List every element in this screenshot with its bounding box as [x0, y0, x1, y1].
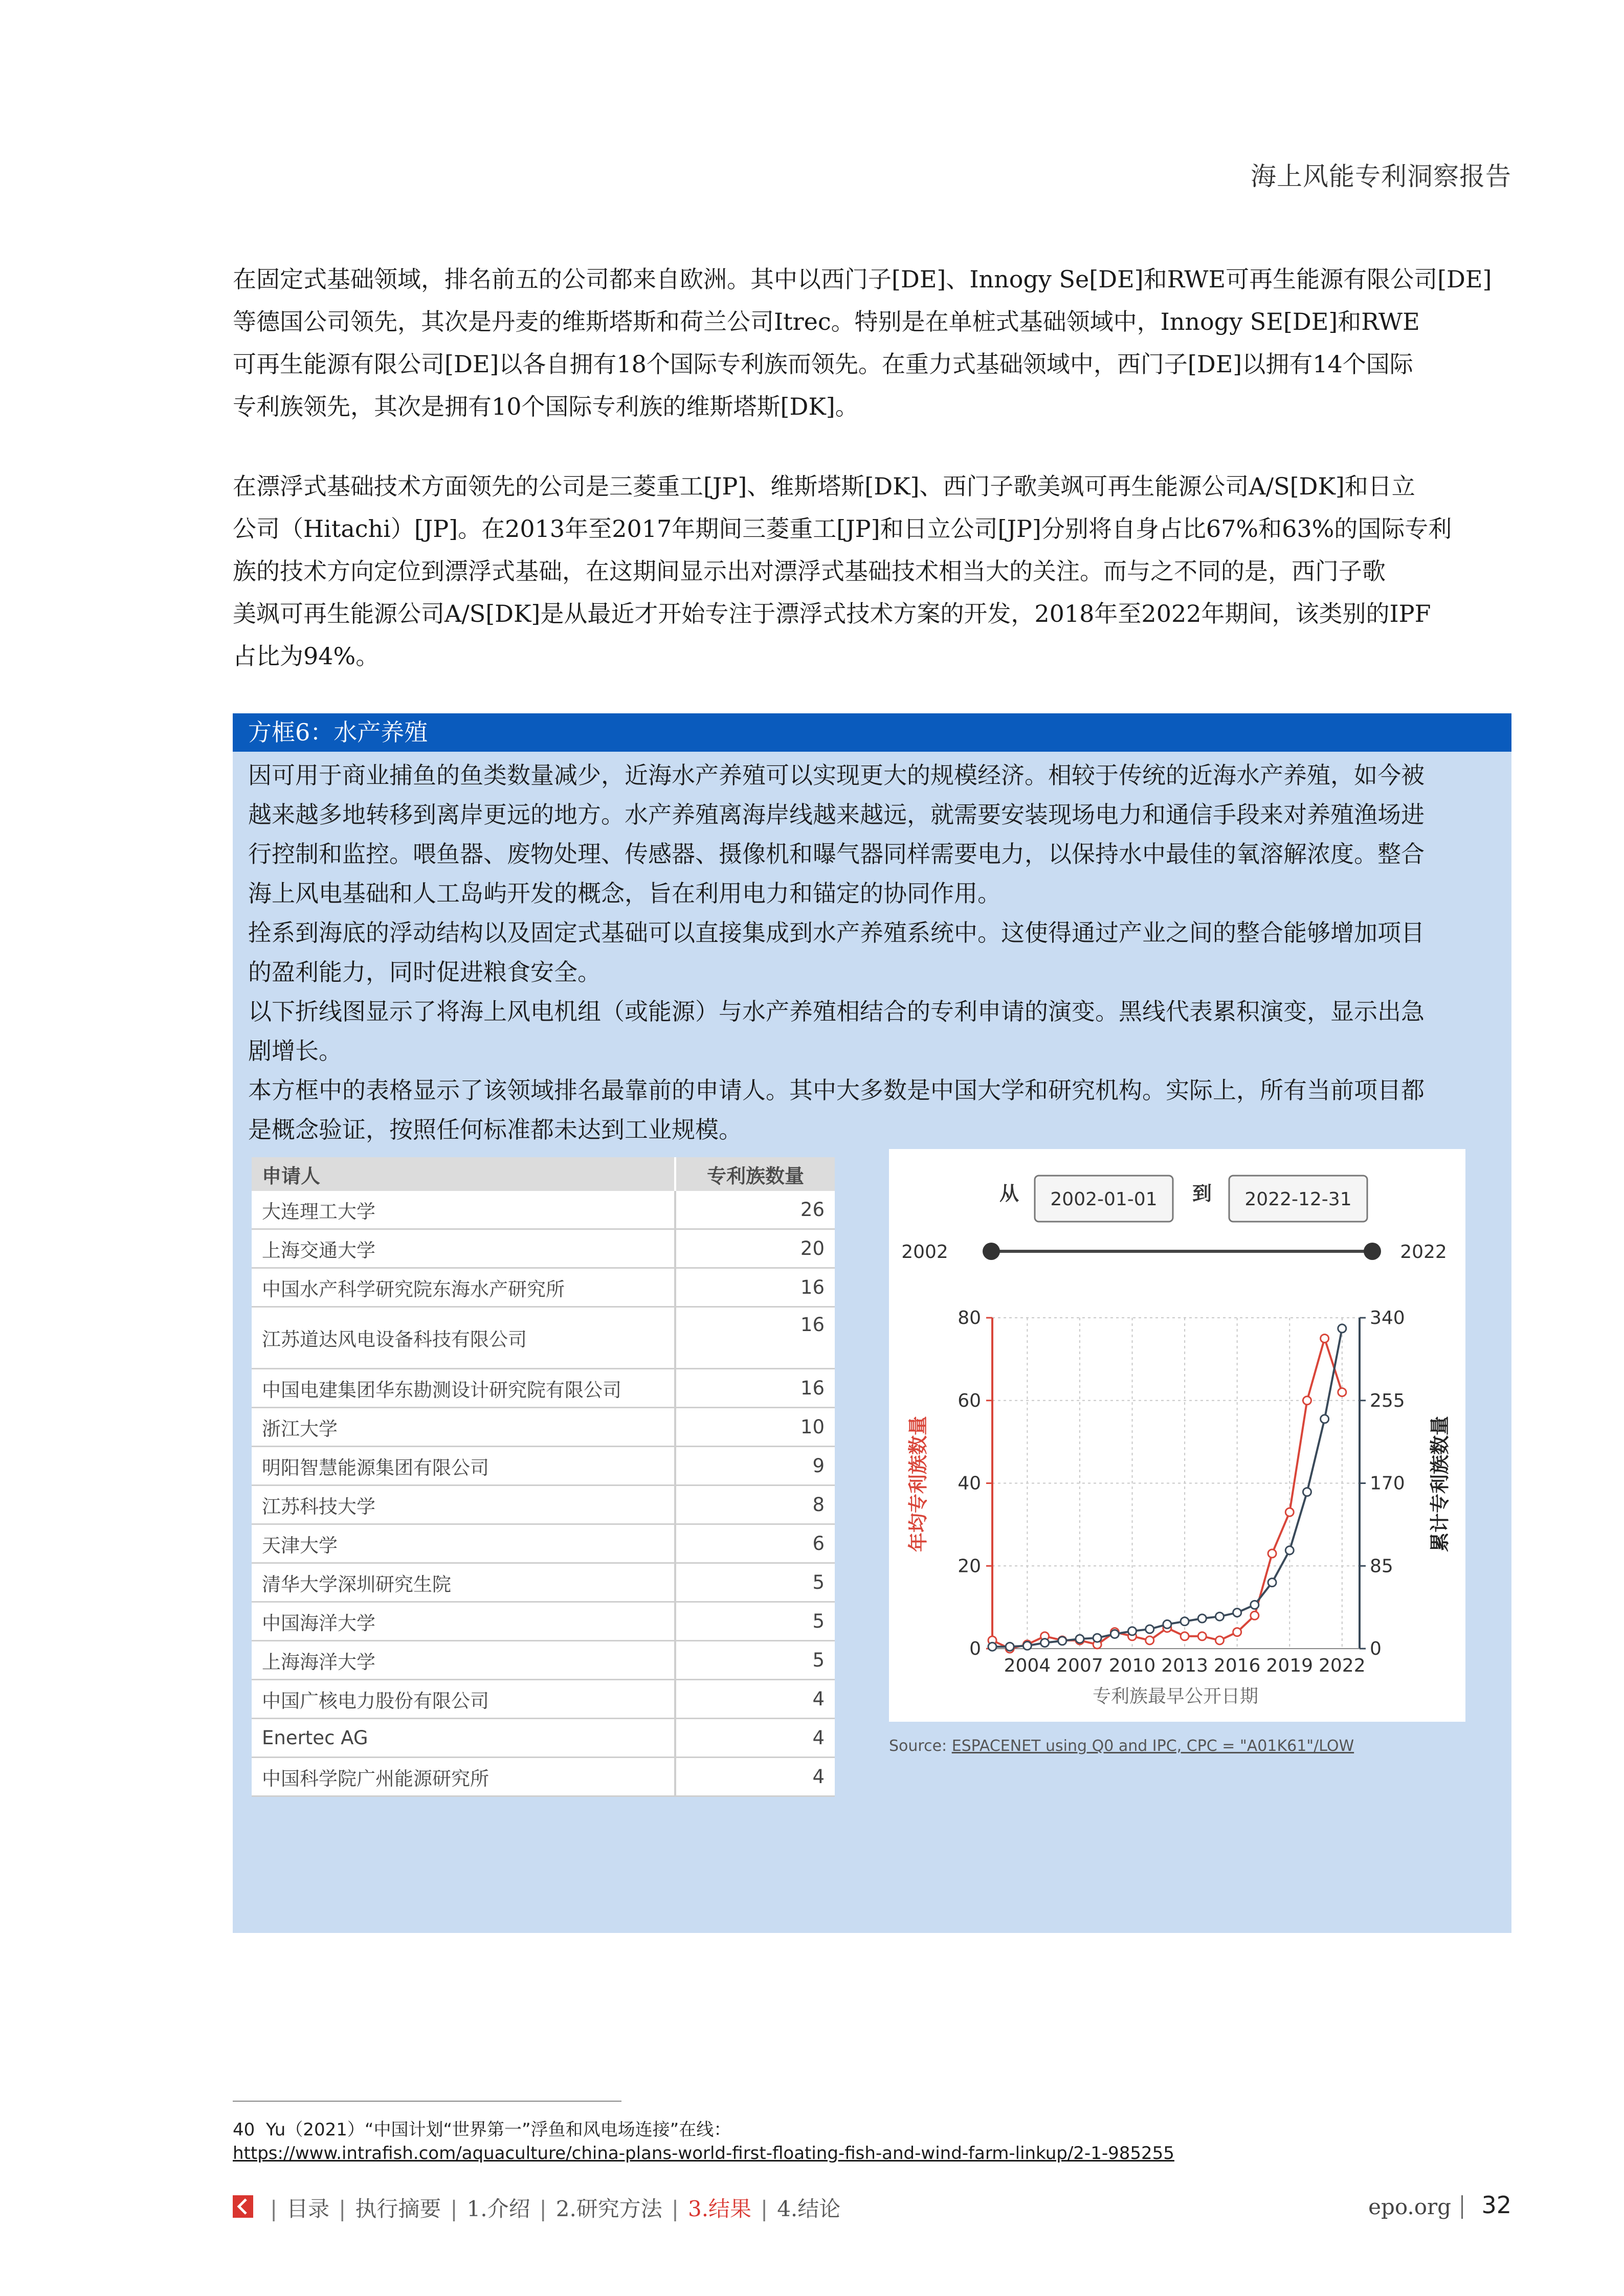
family-count: 6 [812, 1533, 825, 1555]
table-header [252, 1157, 835, 1191]
data-point-1 [1338, 1324, 1346, 1333]
slider-end-label: 2022 [1400, 1242, 1447, 1263]
data-point-1 [1023, 1641, 1031, 1650]
data-point-0 [1198, 1632, 1206, 1640]
family-count: 20 [800, 1237, 825, 1259]
family-count: 16 [800, 1377, 825, 1399]
family-count: 4 [812, 1688, 825, 1710]
applicant-name: 中国广核电力股份有限公司 [252, 1680, 676, 1718]
table-row [252, 1191, 835, 1230]
footer-nav-item[interactable]: 2.研究方法 [555, 2196, 662, 2221]
text-line: 以下折线图显示了将海上风电机组（或能源）与水产养殖相结合的专利申请的演变。黑线代表累积演变，显示出急 [248, 998, 1425, 1025]
chart-source [889, 1737, 1354, 1755]
applicant-name: 中国海洋大学 [252, 1603, 676, 1640]
data-point-1 [1093, 1634, 1101, 1642]
data-point-1 [1006, 1642, 1014, 1651]
text-line: 美飒可再生能源公司A/S[DK]是从最近才开始专注于漂浮式技术方案的开发，2018年至2022年期间，该类别的IPF [233, 600, 1431, 627]
family-count: 5 [812, 1610, 825, 1632]
x-tick-label: 2022 [1318, 1655, 1366, 1676]
data-point-0 [1321, 1334, 1329, 1342]
text-line: 等德国公司领先，其次是丹麦的维斯塔斯和荷兰公司Itrec。特别是在单桩式基础领域中，Innogy SE[DE]和RWE [233, 308, 1420, 335]
footnote-number: 40 [233, 2120, 255, 2140]
footer-divider [1461, 2195, 1463, 2219]
to-label: 到 [1192, 1182, 1212, 1205]
x-tick-label: 2010 [1108, 1655, 1156, 1676]
applicant-table [252, 1157, 835, 1797]
y2-tick-label: 85 [1370, 1556, 1393, 1577]
from-date-value: 2002-01-01 [1050, 1189, 1158, 1210]
box-paragraph-3 [248, 992, 1506, 1071]
epo-logo-icon [233, 2195, 253, 2218]
table-row [252, 1447, 835, 1486]
table-row [252, 1680, 835, 1719]
data-point-1 [1058, 1637, 1066, 1645]
data-point-0 [1338, 1388, 1346, 1397]
family-count: 4 [812, 1766, 825, 1788]
source-prefix: Source: [889, 1737, 952, 1755]
y-tick-label: 80 [958, 1308, 981, 1329]
data-point-0 [1146, 1636, 1154, 1645]
table-row [252, 1408, 835, 1447]
text-line: 公司（Hitachi）[JP]。在2013年至2017年期间三菱重工[JP]和日立公司[JP]分别将自身占比67%和63%的国际专利 [233, 515, 1452, 543]
text-line: 族的技术方向定位到漂浮式基础，在这期间显示出对漂浮式基础技术相当大的关注。而与之不同的是，西门子歌 [233, 557, 1386, 585]
y-tick-label: 40 [958, 1473, 981, 1494]
text-line: 因可用于商业捕鱼的鱼类数量减少，近海水产养殖可以实现更大的规模经济。相较于传统的近海水产养殖，如今被 [248, 761, 1425, 789]
applicant-name: 上海交通大学 [252, 1230, 676, 1267]
data-point-1 [1041, 1639, 1049, 1647]
data-point-1 [1215, 1612, 1223, 1620]
footnote-url[interactable]: https://www.intrafish.com/aquaculture/china-plans-world-first-floating-fish-and-wind-farm-linkup/2-1-985255 [233, 2143, 1174, 2164]
data-point-1 [1285, 1546, 1294, 1555]
data-point-0 [1303, 1397, 1311, 1405]
chart-svg [889, 1149, 1465, 1722]
text-line: 海上风电基础和人工岛屿开发的概念，旨在利用电力和锚定的协同作用。 [248, 880, 1001, 907]
applicant-name: 上海海洋大学 [252, 1641, 676, 1679]
to-date-value: 2022-12-31 [1244, 1189, 1352, 1210]
table-row [252, 1308, 835, 1369]
family-count: 16 [800, 1314, 825, 1336]
nav-separator: | [339, 2196, 346, 2221]
footer-nav-item[interactable]: 3.结果 [687, 2196, 752, 2221]
slider-start-label: 2002 [901, 1242, 948, 1263]
data-point-0 [1285, 1508, 1294, 1516]
applicant-name: 江苏道达风电设备科技有限公司 [252, 1308, 676, 1368]
y-tick-label: 20 [958, 1556, 981, 1577]
footnote-divider [233, 2101, 621, 2102]
data-point-1 [1110, 1630, 1119, 1638]
text-line: 剧增长。 [248, 1037, 342, 1065]
y2-tick-label: 170 [1370, 1473, 1405, 1494]
page-number: 32 [1481, 2191, 1511, 2219]
text-line: 越来越多地转移到离岸更远的地方。水产养殖离海岸线越来越远，就需要安装现场电力和通信手段来对养殖渔场进 [248, 801, 1425, 828]
x-tick-label: 2016 [1213, 1655, 1261, 1676]
paragraph-floating-foundations [233, 465, 1471, 678]
y-tick-label: 60 [958, 1390, 981, 1411]
table-row [252, 1758, 835, 1797]
slider-start-handle [983, 1243, 1000, 1260]
data-point-0 [1268, 1549, 1276, 1558]
family-count: 26 [800, 1199, 825, 1221]
family-count: 9 [812, 1455, 825, 1477]
applicant-name: Enertec AG [252, 1719, 676, 1757]
applicant-name: 大连理工大学 [252, 1191, 676, 1228]
text-line: 专利族领先，其次是拥有10个国际专利族的维斯塔斯[DK]。 [233, 393, 859, 420]
footer-nav [261, 2192, 840, 2223]
slider-end-handle [1364, 1243, 1381, 1260]
data-point-1 [1146, 1625, 1154, 1633]
data-point-0 [1251, 1611, 1259, 1619]
family-count: 4 [812, 1727, 825, 1749]
box-paragraph-1 [248, 756, 1506, 913]
family-count: 16 [800, 1276, 825, 1298]
table-row [252, 1525, 835, 1564]
source-link[interactable]: ESPACENET using Q0 and IPC, CPC = "A01K61"/LOW [951, 1737, 1354, 1755]
table-row [252, 1641, 835, 1680]
table-row [252, 1486, 835, 1525]
x-tick-label: 2019 [1266, 1655, 1314, 1676]
x-tick-label: 2007 [1056, 1655, 1103, 1676]
text-line: 在固定式基础领域，排名前五的公司都来自欧洲。其中以西门子[DE]、Innogy Se[DE]和RWE可再生能源有限公司[DE] [233, 265, 1492, 293]
data-point-1 [1198, 1614, 1206, 1623]
text-line: 是概念验证，按照任何标准都未达到工业规模。 [248, 1116, 742, 1143]
data-point-1 [1303, 1488, 1311, 1496]
data-point-1 [1233, 1609, 1241, 1617]
data-point-1 [1076, 1635, 1084, 1643]
nav-separator: | [671, 2196, 679, 2221]
applicant-name: 天津大学 [252, 1525, 676, 1562]
applicant-name: 浙江大学 [252, 1408, 676, 1446]
box-paragraph-4 [248, 1071, 1506, 1150]
applicant-name: 明阳智慧能源集团有限公司 [252, 1447, 676, 1484]
data-point-1 [1128, 1627, 1137, 1635]
y-tick-label: 0 [969, 1638, 981, 1659]
nav-separator: | [761, 2196, 768, 2221]
table-body [252, 1191, 835, 1797]
patent-line-chart [889, 1149, 1465, 1722]
data-point-0 [1181, 1632, 1189, 1640]
nav-separator: | [539, 2196, 547, 2221]
text-line: 可再生能源有限公司[DE]以各自拥有18个国际专利族而领先。在重力式基础领域中，西门子[DE]以拥有14个国际 [233, 350, 1413, 378]
y-axis-title: 年均专利族数量 [907, 1415, 929, 1552]
applicant-name: 江苏科技大学 [252, 1486, 676, 1523]
text-line: 拴系到海底的浮动结构以及固定式基础可以直接集成到水产养殖系统中。这使得通过产业之间的整合能够增加项目 [248, 919, 1425, 947]
x-axis-title: 专利族最早公开日期 [1092, 1686, 1259, 1707]
table-row [252, 1369, 835, 1408]
applicant-name: 中国科学院广州能源研究所 [252, 1758, 676, 1795]
nav-separator: | [450, 2196, 458, 2221]
from-label: 从 [999, 1182, 1019, 1205]
aquaculture-box [233, 752, 1511, 1933]
table-row [252, 1564, 835, 1603]
y2-axis-title: 累计专利族数量 [1429, 1415, 1451, 1552]
text-line: 占比为94%。 [233, 642, 380, 670]
footer-nav-item[interactable]: 执行摘要 [355, 2196, 441, 2221]
table-row [252, 1230, 835, 1269]
data-point-1 [1181, 1617, 1189, 1626]
page-footer [233, 2190, 1511, 2226]
y2-tick-label: 340 [1370, 1308, 1405, 1329]
applicant-name: 中国水产科学研究院东海水产研究所 [252, 1269, 676, 1306]
family-count: 8 [812, 1494, 825, 1516]
footer-nav-item[interactable]: 1.介绍 [466, 2196, 530, 2221]
table-row [252, 1719, 835, 1758]
footer-nav-item[interactable]: 4.结论 [777, 2196, 841, 2221]
running-header: 海上风能专利洞察报告 [1251, 162, 1511, 191]
family-count: 5 [812, 1571, 825, 1593]
paragraph-fixed-foundations [233, 258, 1492, 428]
family-count: 5 [812, 1649, 825, 1671]
applicant-name: 中国电建集团华东勘测设计研究院有限公司 [252, 1369, 676, 1407]
y2-tick-label: 0 [1370, 1638, 1382, 1659]
header-count: 专利族数量 [706, 1164, 804, 1187]
text-line: 的盈利能力，同时促进粮食安全。 [248, 958, 601, 986]
footnote-text: Yu（2021）“中国计划“世界第一”浮鱼和风电场连接”在线： [265, 2120, 731, 2140]
footer-nav-item[interactable]: 目录 [286, 2196, 330, 2221]
y2-tick-label: 255 [1370, 1390, 1405, 1411]
x-tick-label: 2013 [1161, 1655, 1208, 1676]
table-row [252, 1603, 835, 1641]
applicant-name: 清华大学深圳研究生院 [252, 1564, 676, 1601]
text-line: 在漂浮式基础技术方面领先的公司是三菱重工[JP]、维斯塔斯[DK]、西门子歌美飒可再生能源公司A/S[DK]和日立 [233, 472, 1415, 500]
family-count: 10 [800, 1416, 825, 1438]
data-point-1 [1163, 1620, 1171, 1628]
data-point-1 [1268, 1579, 1276, 1587]
table-row [252, 1269, 835, 1308]
data-point-1 [1321, 1415, 1329, 1423]
data-point-0 [1233, 1628, 1241, 1636]
text-line: 行控制和监控。喂鱼器、废物处理、传感器、摄像机和曝气器同样需要电力，以保持水中最佳的氧溶解浓度。整合 [248, 840, 1425, 868]
text-line: 本方框中的表格显示了该领域排名最靠前的申请人。其中大多数是中国大学和研究机构。实际上，所有当前项目都 [248, 1076, 1425, 1104]
data-point-1 [1251, 1601, 1259, 1609]
site-link[interactable]: epo.org [1368, 2194, 1451, 2219]
box-title: 方框6：水产养殖 [233, 713, 1511, 752]
footnote [233, 2118, 1174, 2165]
x-tick-label: 2004 [1004, 1655, 1051, 1676]
header-applicant: 申请人 [252, 1157, 676, 1191]
data-point-0 [1215, 1636, 1223, 1645]
nav-separator: | [270, 2196, 278, 2221]
data-point-1 [988, 1642, 996, 1651]
box-paragraph-2 [248, 913, 1506, 992]
